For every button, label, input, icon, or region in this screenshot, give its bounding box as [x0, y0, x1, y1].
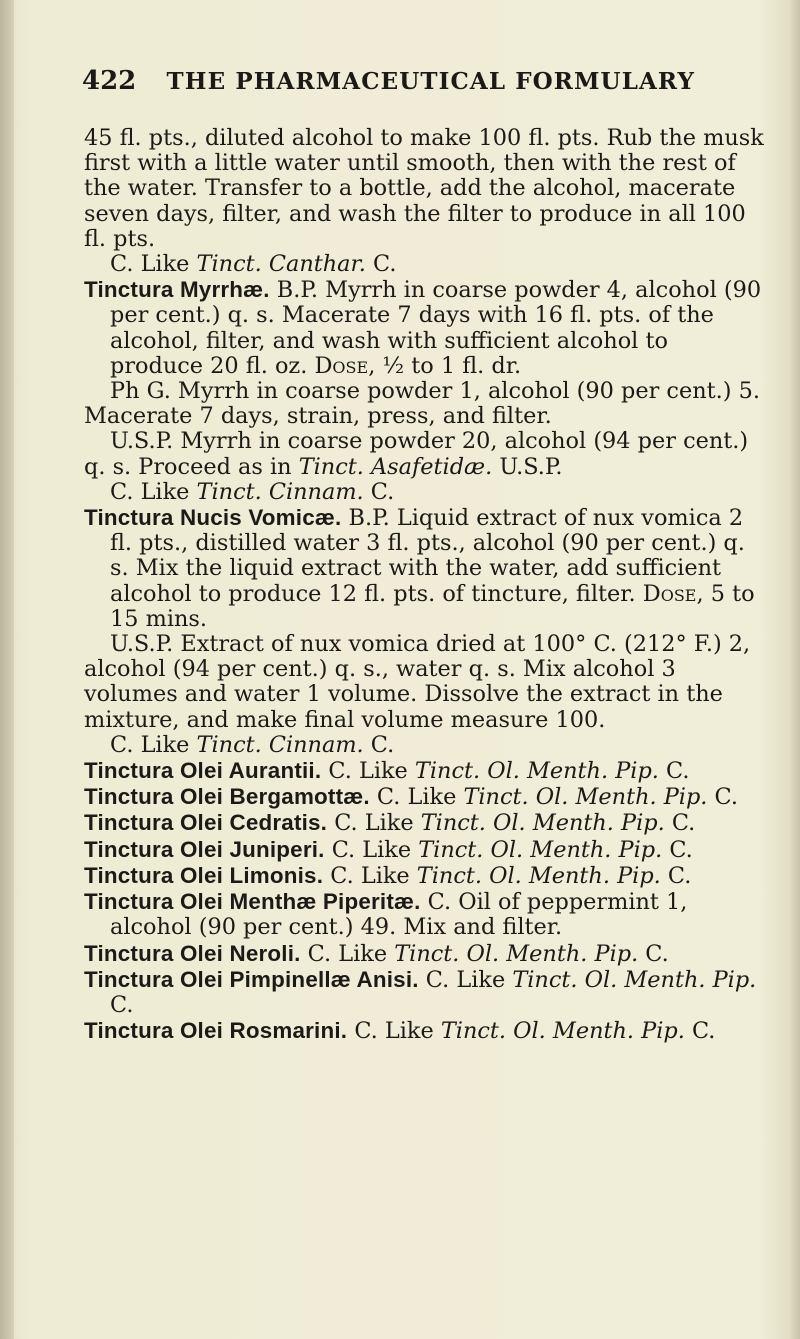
formulary-entry — [84, 1018, 764, 1044]
text-run: U.S.P. — [492, 453, 563, 480]
formulary-entry — [84, 810, 764, 836]
entry-heading: Tinctura Olei Neroli. — [84, 940, 301, 966]
text-run: C. Like — [418, 966, 513, 993]
page-right-edge — [790, 0, 800, 1339]
text-run: , 5 to 15 mins. — [110, 580, 755, 632]
paragraph — [84, 480, 764, 505]
entry-heading: Tinctura Olei Juniperi. — [84, 836, 325, 862]
text-run: C. Like — [327, 810, 421, 837]
running-title: THE PHARMACEUTICAL FORMULARY — [166, 68, 695, 95]
formulary-entry — [84, 967, 764, 1018]
formulary-entry — [84, 941, 764, 967]
text-run: Ph G. Myrrh in coarse powder 1, alcohol (90 per cent.) 5. Macerate 7 days, strain, press, and filter. — [84, 378, 760, 430]
dose-label: Dose — [314, 352, 369, 379]
text-run: C. — [658, 758, 690, 785]
italic-reference: Tinct. Ol. Menth. Pip. — [420, 810, 665, 837]
text-run: C. — [684, 1018, 716, 1045]
text-run: C. Like — [323, 862, 417, 889]
formulary-entry — [84, 505, 764, 632]
italic-reference: Tinct. Canthar. — [196, 251, 366, 278]
entry-heading: Tinctura Olei Cedratis. — [84, 810, 328, 836]
formulary-entry — [84, 863, 764, 889]
formulary-entry — [84, 277, 764, 379]
text-run: C. — [110, 991, 134, 1018]
text-run: 45 fl. pts., diluted alcohol to make 100 fl. pts. Rub the musk first with a little water until smooth, then with the rest of the water. Transfer to a bottle, add the alcohol, macerate seven days, filter, and wash the filter to produce in all 100 fl. pts. — [84, 125, 764, 252]
entry-heading: Tinctura Olei Aurantii. — [84, 758, 322, 784]
entry-heading: Tinctura Olei Pimpinellæ Anisi. — [84, 966, 419, 992]
paragraph — [84, 252, 764, 277]
text-run: C. Like — [324, 836, 419, 863]
italic-reference: Tinct. Cinnam. — [196, 731, 364, 758]
page-number: 422 — [82, 66, 137, 96]
formulary-entry — [84, 784, 764, 810]
entry-heading: Tinctura Olei Limonis. — [84, 862, 324, 888]
text-run: , ½ to 1 fl. dr. — [368, 352, 522, 379]
text-run: U.S.P. Myrrh in coarse powder 20, alcohol (94 per cent.) q. s. Proceed as in — [84, 428, 749, 480]
text-run: C. Like — [110, 731, 197, 758]
text-run: C. — [664, 810, 696, 837]
text-run: U.S.P. Extract of nux vomica dried at 100° C. (212° F.) 2, alcohol (94 per cent.) q. s., water q. s. Mix alcohol 3 volumes and water 1 volume. Dissolve the extract in the mixture, and make final volume measure 100. — [84, 631, 751, 733]
text-run: C. Like — [347, 1018, 441, 1045]
text-run: C. Like — [110, 251, 197, 278]
text-run: C. — [707, 784, 738, 811]
italic-reference: Tinct. Ol. Menth. Pip. — [416, 862, 661, 889]
paragraph — [84, 379, 764, 429]
italic-reference: Tinct. Ol. Menth. Pip. — [463, 784, 708, 811]
text-run: C. — [363, 478, 395, 505]
paragraph — [84, 632, 764, 733]
entry-heading: Tinctura Olei Menthæ Piperitæ. — [84, 889, 421, 915]
entry-heading: Tinctura Myrrhæ. — [84, 277, 270, 303]
italic-reference: Tinct. Ol. Menth. Pip. — [418, 836, 663, 863]
page-header — [82, 66, 742, 108]
italic-reference: Tinct. Ol. Menth. Pip. — [414, 758, 659, 785]
text-run: C. — [660, 862, 692, 889]
text-run: B.P. Myrrh in coarse powder 4, alcohol (90 per cent.) q. s. Macerate 7 days with 16 fl. pts. of the alcohol, filter, and wash with sufficient alcohol to produce 20 fl. oz. — [110, 277, 762, 379]
italic-reference: Tinct. Asafetidæ. — [298, 453, 493, 480]
text-run: C. — [363, 731, 395, 758]
page-binding-edge — [0, 0, 14, 1339]
paragraph — [84, 733, 764, 758]
text-run: C. Like — [300, 940, 395, 967]
formulary-entry — [84, 837, 764, 863]
text-run: C. Like — [321, 758, 415, 785]
paragraph — [84, 429, 764, 479]
text-run: B.P. Liquid extract of nux vomica 2 fl. pts., distilled water 3 fl. pts., alcohol (90 per cent.) q. s. Mix the liquid extract with the water, add sufficient alcohol to produce 12 fl. pts. of tincture, filter. — [110, 505, 745, 607]
text-run: C. Oil of peppermint 1, alcohol (90 per cent.) 49. Mix and filter. — [110, 889, 688, 941]
italic-reference: Tinct. Cinnam. — [196, 478, 364, 505]
text-run: C. Like — [369, 784, 464, 811]
italic-reference: Tinct. Ol. Menth. Pip. — [512, 966, 757, 993]
entry-heading: Tinctura Olei Rosmarini. — [84, 1018, 348, 1044]
text-run: C. — [365, 251, 397, 278]
paragraph — [84, 126, 764, 252]
entry-heading: Tinctura Olei Bergamottæ. — [84, 784, 370, 810]
formulary-entry — [84, 758, 764, 784]
entry-heading: Tinctura Nucis Vomicæ. — [84, 505, 342, 531]
text-run: C. — [638, 940, 669, 967]
formulary-entry — [84, 889, 764, 940]
italic-reference: Tinct. Ol. Menth. Pip. — [394, 940, 639, 967]
body-text — [84, 126, 764, 1044]
italic-reference: Tinct. Ol. Menth. Pip. — [440, 1018, 685, 1045]
dose-label: Dose — [642, 580, 697, 607]
text-run: C. — [662, 836, 693, 863]
text-run: C. Like — [110, 478, 197, 505]
